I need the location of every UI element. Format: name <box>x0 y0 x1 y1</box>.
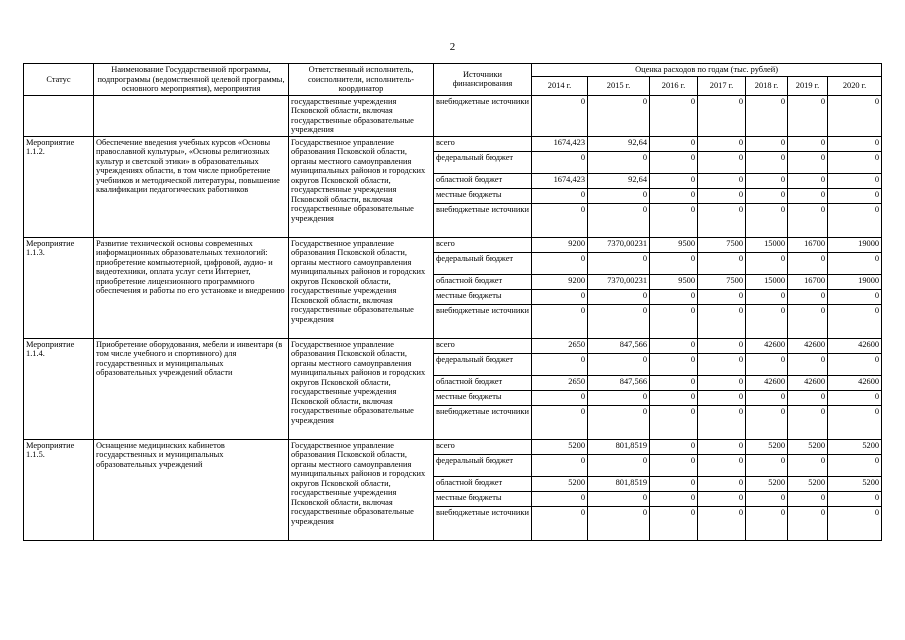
value-cell: 0 <box>788 151 828 173</box>
value-cell: 847,566 <box>588 338 650 353</box>
source-cell: внебюджетные источники <box>434 304 532 338</box>
value-cell: 0 <box>650 375 698 390</box>
value-cell: 0 <box>650 304 698 338</box>
measure-name: Приобретение оборудования, мебели и инвентаря (в том числе учебного и спортивного) для государственных и муниципальных образовательных учреждений области <box>94 338 289 439</box>
source-cell: областной бюджет <box>434 476 532 491</box>
value-cell: 5200 <box>532 476 588 491</box>
source-cell: федеральный бюджет <box>434 353 532 375</box>
table-row <box>24 95 882 136</box>
value-cell: 0 <box>746 173 788 188</box>
source-cell: внебюджетные источники <box>434 506 532 540</box>
value-cell: 0 <box>828 405 882 439</box>
measure-status: Мероприятие 1.1.4. <box>24 338 94 439</box>
value-cell: 0 <box>650 405 698 439</box>
value-cell: 0 <box>698 203 746 237</box>
value-cell: 0 <box>828 353 882 375</box>
value-cell: 0 <box>588 491 650 506</box>
value-cell: 0 <box>532 289 588 304</box>
measure-responsible: Государственное управление образования Псковской области, органы местного самоуправления муниципальных районов и городских округов Псковской области, государственные учреждения Псковской области, включая государственные образовательные учреждения <box>289 338 434 439</box>
source-cell: областной бюджет <box>434 274 532 289</box>
source-cell: всего <box>434 439 532 454</box>
value-cell: 0 <box>650 252 698 274</box>
value-cell: 9500 <box>650 237 698 252</box>
budget-table <box>23 63 882 541</box>
table-body <box>24 95 882 540</box>
value-cell: 0 <box>698 375 746 390</box>
value-cell: 0 <box>788 252 828 274</box>
value-cell: 0 <box>746 188 788 203</box>
value-cell: 0 <box>788 173 828 188</box>
header-name: Наименование Государственной программы, подпрограммы (ведомственной целевой программы, основного мероприятия), мероприятия <box>94 64 289 96</box>
value-cell: 0 <box>746 454 788 476</box>
value-cell: 92,64 <box>588 173 650 188</box>
source-cell: внебюджетные источники <box>434 203 532 237</box>
value-cell: 0 <box>746 390 788 405</box>
value-cell: 42600 <box>746 375 788 390</box>
value-cell: 0 <box>698 289 746 304</box>
value-cell: 801,8519 <box>588 439 650 454</box>
value-cell: 7500 <box>698 237 746 252</box>
value-cell: 0 <box>746 252 788 274</box>
value-cell: 0 <box>698 491 746 506</box>
value-cell: 42600 <box>788 338 828 353</box>
value-cell: 0 <box>828 95 882 136</box>
value-cell: 15000 <box>746 237 788 252</box>
year-header: 2018 г. <box>746 76 788 95</box>
value-cell: 9500 <box>650 274 698 289</box>
value-cell: 0 <box>650 151 698 173</box>
value-cell: 5200 <box>746 476 788 491</box>
value-cell: 0 <box>698 439 746 454</box>
table-row <box>24 136 882 151</box>
year-header: 2017 г. <box>698 76 746 95</box>
value-cell: 0 <box>588 95 650 136</box>
value-cell: 0 <box>746 136 788 151</box>
source-cell: местные бюджеты <box>434 390 532 405</box>
value-cell: 19000 <box>828 274 882 289</box>
year-header: 2016 г. <box>650 76 698 95</box>
value-cell: 16700 <box>788 274 828 289</box>
value-cell: 0 <box>532 188 588 203</box>
value-cell: 0 <box>650 95 698 136</box>
measure-responsible: Государственное управление образования Псковской области, органы местного самоуправления муниципальных районов и городских округов Псковской области, государственные учреждения Псковской области, включая государственные образовательные учреждения <box>289 136 434 237</box>
value-cell: 0 <box>650 338 698 353</box>
value-cell: 9200 <box>532 274 588 289</box>
value-cell: 0 <box>588 454 650 476</box>
value-cell: 0 <box>746 289 788 304</box>
value-cell: 0 <box>698 353 746 375</box>
value-cell: 5200 <box>788 439 828 454</box>
value-cell: 5200 <box>746 439 788 454</box>
year-header: 2014 г. <box>532 76 588 95</box>
value-cell: 5200 <box>788 476 828 491</box>
value-cell: 0 <box>788 289 828 304</box>
measure-responsible: Государственное управление образования Псковской области, органы местного самоуправления муниципальных районов и городских округов Псковской области, государственные учреждения Псковской области, включая государственные образовательные учреждения <box>289 237 434 338</box>
source-cell: местные бюджеты <box>434 188 532 203</box>
value-cell: 0 <box>788 188 828 203</box>
measure-status: Мероприятие 1.1.2. <box>24 136 94 237</box>
table-row <box>24 237 882 252</box>
value-cell: 0 <box>788 390 828 405</box>
value-cell: 0 <box>650 476 698 491</box>
value-cell: 0 <box>650 439 698 454</box>
value-cell: 0 <box>788 304 828 338</box>
value-cell: 0 <box>698 252 746 274</box>
year-header: 2019 г. <box>788 76 828 95</box>
measure-name: Развитие технической основы современных информационных образовательных технологий: приобретение компьютерной, цифровой, аудио- и видеотехники, оплата услуг сети Интернет, приобретение лицензионного программного обеспечения и работы по его установке и внедрению <box>94 237 289 338</box>
value-cell: 0 <box>532 304 588 338</box>
value-cell: 1674,423 <box>532 136 588 151</box>
source-cell: областной бюджет <box>434 375 532 390</box>
value-cell: 0 <box>588 304 650 338</box>
value-cell: 0 <box>828 506 882 540</box>
value-cell: 0 <box>746 95 788 136</box>
header-status: Статус <box>24 64 94 96</box>
value-cell: 0 <box>588 188 650 203</box>
value-cell: 19000 <box>828 237 882 252</box>
value-cell: 0 <box>828 289 882 304</box>
value-cell: 9200 <box>532 237 588 252</box>
value-cell: 0 <box>828 390 882 405</box>
value-cell: 0 <box>532 95 588 136</box>
value-cell: 0 <box>698 151 746 173</box>
value-cell: 0 <box>532 405 588 439</box>
value-cell: 0 <box>532 390 588 405</box>
table-row <box>24 338 882 353</box>
table-header <box>24 64 882 96</box>
value-cell: 0 <box>698 304 746 338</box>
value-cell: 0 <box>746 405 788 439</box>
value-cell: 0 <box>828 491 882 506</box>
source-cell: всего <box>434 338 532 353</box>
value-cell: 0 <box>532 454 588 476</box>
value-cell: 7370,00231 <box>588 237 650 252</box>
value-cell: 15000 <box>746 274 788 289</box>
value-cell: 0 <box>828 203 882 237</box>
value-cell: 0 <box>588 252 650 274</box>
measure-responsible: Государственное управление образования Псковской области, органы местного самоуправления муниципальных районов и городских округов Псковской области, государственные учреждения Псковской области, включая государственные образовательные учреждения <box>289 439 434 540</box>
value-cell: 0 <box>532 491 588 506</box>
value-cell: 0 <box>746 203 788 237</box>
value-cell: 0 <box>588 151 650 173</box>
value-cell: 42600 <box>828 338 882 353</box>
value-cell: 0 <box>532 252 588 274</box>
responsible-cell: государственные учреждения Псковской области, включая государственные образовательные учреждения <box>289 95 434 136</box>
value-cell: 0 <box>698 506 746 540</box>
measure-name: Оснащение медицинских кабинетов государственных и муниципальных образовательных учреждений <box>94 439 289 540</box>
value-cell: 0 <box>828 252 882 274</box>
value-cell: 0 <box>828 151 882 173</box>
value-cell: 5200 <box>532 439 588 454</box>
value-cell: 0 <box>788 353 828 375</box>
value-cell: 2650 <box>532 375 588 390</box>
source-cell: внебюджетные источники <box>434 95 532 136</box>
source-cell: федеральный бюджет <box>434 151 532 173</box>
value-cell: 7500 <box>698 274 746 289</box>
value-cell: 0 <box>828 188 882 203</box>
value-cell: 5200 <box>828 439 882 454</box>
value-cell: 0 <box>588 289 650 304</box>
value-cell: 0 <box>746 353 788 375</box>
year-header: 2015 г. <box>588 76 650 95</box>
value-cell: 2650 <box>532 338 588 353</box>
value-cell: 1674,423 <box>532 173 588 188</box>
value-cell: 0 <box>698 454 746 476</box>
header-responsible: Ответственный исполнитель, соисполнители, исполнитель-координатор <box>289 64 434 96</box>
value-cell: 0 <box>788 491 828 506</box>
value-cell: 0 <box>588 390 650 405</box>
value-cell: 0 <box>650 506 698 540</box>
source-cell: федеральный бюджет <box>434 454 532 476</box>
source-cell: внебюджетные источники <box>434 405 532 439</box>
value-cell: 0 <box>828 173 882 188</box>
value-cell: 0 <box>788 405 828 439</box>
value-cell: 0 <box>746 491 788 506</box>
value-cell: 42600 <box>746 338 788 353</box>
name-cell <box>94 95 289 136</box>
measure-status: Мероприятие 1.1.3. <box>24 237 94 338</box>
value-cell: 0 <box>588 405 650 439</box>
value-cell: 0 <box>698 95 746 136</box>
value-cell: 0 <box>532 203 588 237</box>
source-cell: местные бюджеты <box>434 289 532 304</box>
value-cell: 0 <box>746 506 788 540</box>
value-cell: 0 <box>828 136 882 151</box>
value-cell: 0 <box>698 476 746 491</box>
source-cell: всего <box>434 237 532 252</box>
value-cell: 42600 <box>788 375 828 390</box>
value-cell: 0 <box>788 203 828 237</box>
value-cell: 0 <box>698 188 746 203</box>
measure-status: Мероприятие 1.1.5. <box>24 439 94 540</box>
value-cell: 0 <box>650 491 698 506</box>
value-cell: 0 <box>828 304 882 338</box>
value-cell: 0 <box>788 136 828 151</box>
source-cell: федеральный бюджет <box>434 252 532 274</box>
value-cell: 7370,00231 <box>588 274 650 289</box>
value-cell: 0 <box>588 203 650 237</box>
value-cell: 0 <box>698 405 746 439</box>
page-number: 2 <box>449 41 456 53</box>
value-cell: 42600 <box>828 375 882 390</box>
value-cell: 0 <box>698 390 746 405</box>
value-cell: 0 <box>532 506 588 540</box>
header-sources: Источники финансирования <box>434 64 532 96</box>
source-cell: всего <box>434 136 532 151</box>
value-cell: 0 <box>650 173 698 188</box>
value-cell: 5200 <box>828 476 882 491</box>
value-cell: 0 <box>698 136 746 151</box>
source-cell: местные бюджеты <box>434 491 532 506</box>
value-cell: 0 <box>532 353 588 375</box>
value-cell: 0 <box>650 353 698 375</box>
header-estimate: Оценка расходов по годам (тыс. рублей) <box>532 64 882 77</box>
value-cell: 0 <box>650 136 698 151</box>
value-cell: 16700 <box>788 237 828 252</box>
status-cell <box>24 95 94 136</box>
value-cell: 801,8519 <box>588 476 650 491</box>
value-cell: 0 <box>650 289 698 304</box>
value-cell: 0 <box>746 151 788 173</box>
value-cell: 0 <box>588 506 650 540</box>
value-cell: 0 <box>788 506 828 540</box>
value-cell: 0 <box>532 151 588 173</box>
value-cell: 0 <box>588 353 650 375</box>
value-cell: 847,566 <box>588 375 650 390</box>
value-cell: 0 <box>698 173 746 188</box>
value-cell: 0 <box>788 95 828 136</box>
year-header: 2020 г. <box>828 76 882 95</box>
value-cell: 0 <box>698 338 746 353</box>
value-cell: 0 <box>650 390 698 405</box>
value-cell: 0 <box>746 304 788 338</box>
value-cell: 0 <box>788 454 828 476</box>
value-cell: 0 <box>650 203 698 237</box>
value-cell: 0 <box>828 454 882 476</box>
value-cell: 0 <box>650 454 698 476</box>
table-row <box>24 439 882 454</box>
measure-name: Обеспечение введения учебных курсов «Основы православной культуры», «Основы религиозных культур и светской этики» в образовательных учреждениях области, в том числе приобретение учебников и методической литературы, повышение квалификации педагогических работников <box>94 136 289 237</box>
source-cell: областной бюджет <box>434 173 532 188</box>
value-cell: 0 <box>650 188 698 203</box>
value-cell: 92,64 <box>588 136 650 151</box>
